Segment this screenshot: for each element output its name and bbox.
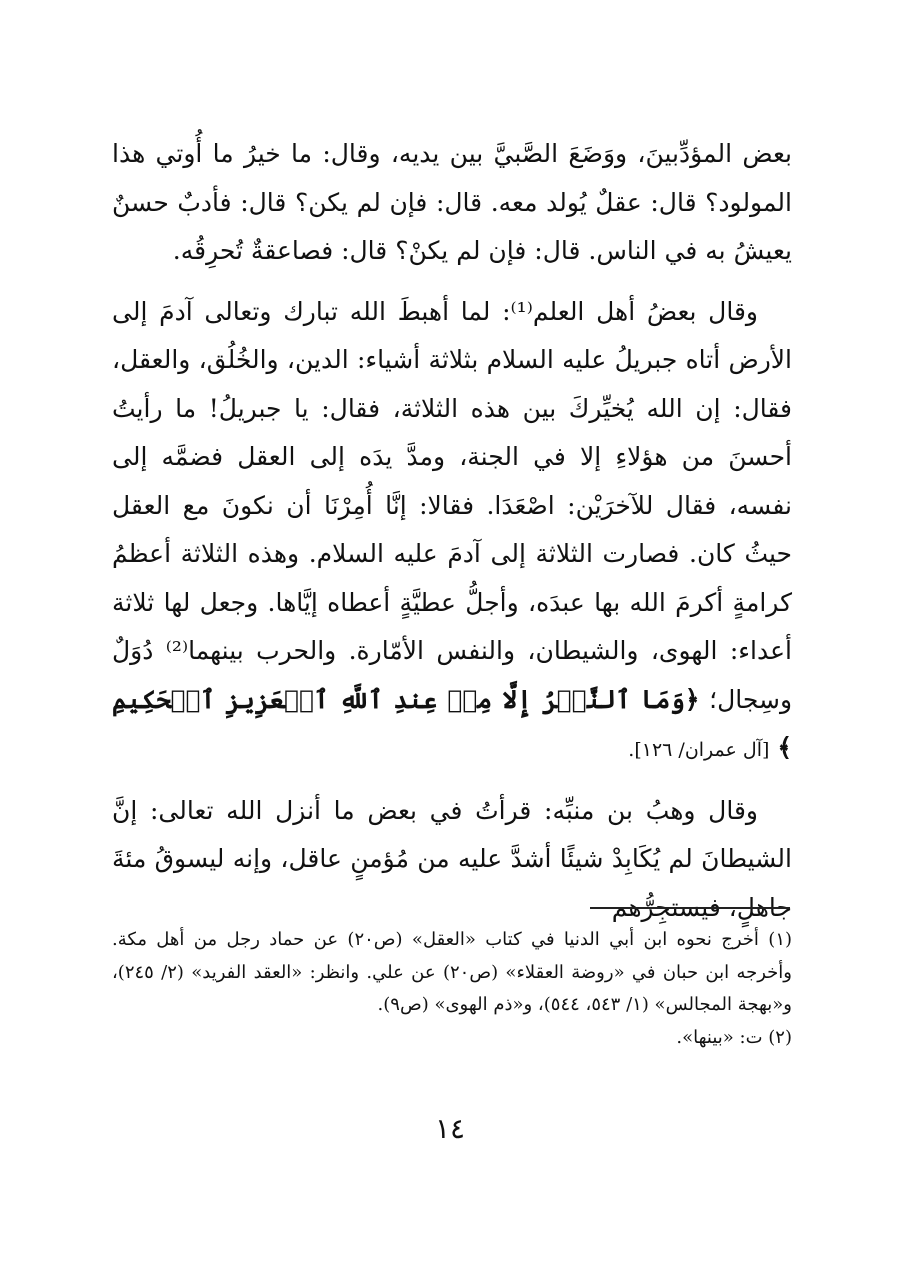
main-text <box>112 130 792 944</box>
footnote-divider <box>590 907 790 909</box>
paragraph-2 <box>112 288 792 775</box>
quran-verse: ﴿وَمَا ٱلنَّصۡرُ إِلَّا مِنۡ عِندِ ٱللَّهِ ٱلۡعَزِيزِ ٱلۡحَكِيمِ ﴾ <box>112 684 792 762</box>
paragraph-1: بعض المؤدِّبينَ، ووَضَعَ الصَّبيَّ بين يديه، وقال: ما خيرُ ما أُوتي هذا المولود؟ قال: عقلٌ يُولد معه. قال: فإن لم يكن؟ قال: فأدبٌ حسنٌ يعيشُ به في الناس. قال: فإن لم يكنْ؟ قال: فصاعقةٌ تُحرِقُه. <box>112 139 792 265</box>
quran-reference: [آل عمران/ ١٢٦]. <box>628 739 770 761</box>
paragraph-2-text: وقال بعضُ أهل العلم⁽¹⁾: لما أهبطَ الله تبارك وتعالى آدمَ إلى الأرض أتاه جبريلُ عليه السلام بثلاثة أشياء: الدين، والخُلُق، والعقل، فقال: إن الله يُخيِّركَ بين هذه الثلاثة، فقال: يا جبريلُ! ما رأيتُ أحسنَ من هؤلاءِ إلا في الجنة، ومدَّ يدَه إلى العقل فضمَّه إلى نفسه، فقال للآخرَيْن: اصْعَدَا. فقالا: إنَّا أُمِرْنَا أن نكونَ مع العقل حيثُ كان. فصارت الثلاثة إلى آدمَ عليه السلام. وهذه الثلاثة أعظمُ كرامةٍ أكرمَ الله بها عبدَه، وأجلُّ عطيَّةٍ أعطاه إيَّاها. وجعل لها ثلاثة أعداء: الهوى، والشيطان، والنفس الأمّارة. والحرب بينهما⁽²⁾ دُوَلٌ وسِجال؛ <box>112 296 793 714</box>
page-number: ١٤ <box>434 1112 466 1145</box>
paragraph-3: وقال وهبُ بن منبِّه: قرأتُ في بعض ما أنزل الله تعالى: إنَّ الشيطانَ لم يُكَابِدْ شيئًا أشدَّ عليه من مُؤمنٍ عاقل، وإنه ليسوقُ مئةَ جاهلٍ، فيستجِرُّهم <box>112 795 792 922</box>
footnote-2: (٢) ت: «بينها». <box>676 1026 792 1048</box>
footnote-1: (١) أخرج نحوه ابن أبي الدنيا في كتاب «العقل» (ص٢٠) عن حماد رجل من أهل مكة. وأخرجه ابن حبان في «روضة العقلاء» (ص٢٠) عن علي. وانظر: «العقد الفريد» (٢/ ٢٤٥)، و«بهجة المجالس» (١/ ٥٤٣، ٥٤٤)، و«ذم الهوى» (ص٩). <box>112 929 793 1015</box>
footnotes <box>112 924 792 1054</box>
